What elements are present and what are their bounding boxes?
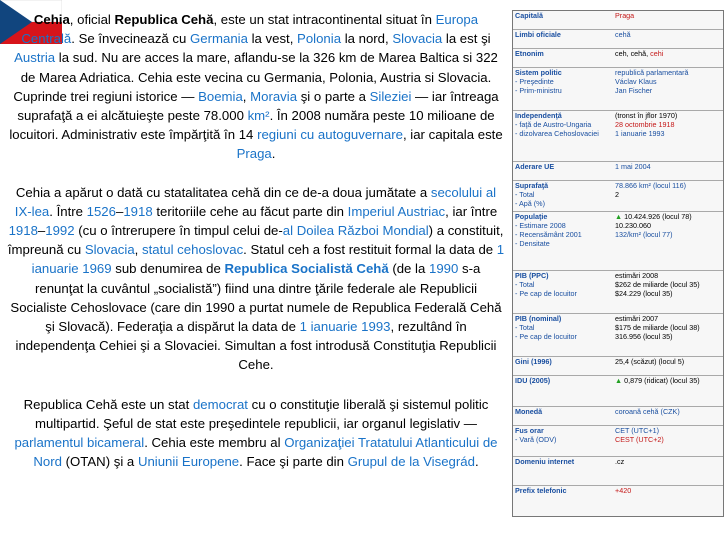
link-secolului-al-ix-lea[interactable]: secolului al IX-lea	[14, 184, 497, 219]
text-run: (cu o întrerupere în timpul celui de-	[74, 223, 283, 239]
infobox-row-pib-ppc	[513, 271, 723, 314]
text-run: . Între	[49, 203, 87, 219]
infobox-sublabel: - Recensământ 2001	[515, 230, 582, 239]
infobox-value-text[interactable]: Jan Fischer	[615, 86, 653, 95]
text-run: s-a renunţat la cuvântul „socialistă”) fiind una dintre ţările federale ale Republicii Socialiste Cehoslovace (care din 1990 a purtat numele de Republica Federală Cehă şi Slovacă). Federaţia a dispărut la data de	[10, 261, 502, 335]
infobox-value	[615, 314, 721, 356]
infobox-row-pib-nominal	[513, 314, 723, 357]
link-al-doilea-razboi-mondial[interactable]: al Doilea Război Mondial	[282, 223, 429, 239]
infobox-sublabel: - Total	[515, 190, 535, 199]
infobox-value	[615, 162, 721, 180]
text-run: . Statul ceh a fost restituit formal la data de	[243, 242, 497, 258]
article-text	[6, 10, 506, 471]
infobox-value	[615, 11, 721, 29]
link-praga[interactable]: Praga	[236, 146, 272, 162]
text-run: , este un stat intracontinental situat în	[213, 12, 436, 27]
infobox-label: Monedă	[515, 407, 543, 416]
infobox-row-capitala	[513, 11, 723, 30]
infobox-value-text: 10.424.926 (locul 78)	[622, 212, 692, 221]
infobox-value-text: ceh, cehă,	[615, 49, 651, 58]
link-polonia[interactable]: Polonia	[297, 31, 342, 47]
infobox-value	[615, 111, 721, 161]
infobox-value-text[interactable]: 1 mai 2004	[615, 162, 651, 171]
text-run: la nord,	[341, 31, 393, 47]
infobox-label: Fus orar - Vară (ODV)	[515, 426, 615, 456]
infobox-row-moneda	[513, 407, 723, 426]
text-run: sub denumirea de	[111, 261, 225, 277]
link-austria[interactable]: Austria	[14, 50, 56, 66]
infobox-label: Limbi oficiale	[515, 30, 561, 39]
up-arrow-icon: ▲	[615, 376, 623, 385]
infobox-row-independenta	[513, 111, 723, 162]
infobox-label: Prefix telefonic	[515, 486, 567, 495]
infobox-label: Populaţie - Estimare 2008 - Recensământ 2001 - Densitate	[515, 212, 615, 270]
link-republica-socialista-ceha[interactable]: Republica Socialistă Cehă	[224, 261, 389, 277]
infobox-label: Gini (1996)	[515, 357, 552, 366]
infobox-value-text: $24.229 (locul 35)	[615, 289, 673, 298]
infobox-row-sistem-politic	[513, 68, 723, 111]
infobox-value-text: .cz	[615, 457, 625, 466]
link-grupul-de-la-visegrad[interactable]: Grupul de la Visegrád	[347, 454, 475, 470]
infobox	[512, 10, 724, 517]
infobox-value-text[interactable]: 78.866 km² (locul 116)	[615, 181, 686, 190]
infobox-sublabel: - Total	[515, 323, 535, 332]
infobox-value-text: $262 de miliarde (locul 35)	[615, 280, 700, 289]
history-paragraph	[6, 183, 506, 375]
link-1-ianuarie-1993[interactable]: 1 ianuarie 1993	[299, 319, 391, 335]
infobox-sublabel: - Densitate	[515, 239, 550, 248]
link-km[interactable]: km²	[247, 108, 270, 124]
infobox-sublabel: - Prim-ministru	[515, 86, 562, 95]
infobox-value	[615, 49, 721, 67]
text-run: Cehia	[33, 12, 70, 27]
text-run: . Cehia este membru al	[144, 435, 285, 451]
infobox-row-limbi-oficiale	[513, 30, 723, 49]
infobox-sublabel: - Pe cap de locuitor	[515, 332, 577, 341]
text-run: . Face şi parte din	[239, 454, 348, 470]
infobox-row-idu-2005	[513, 376, 723, 407]
text-run: , iar între	[445, 203, 498, 219]
infobox-value	[615, 357, 721, 375]
up-arrow-icon: ▲	[615, 212, 623, 221]
infobox-value-text[interactable]: republică parlamentară	[615, 68, 689, 77]
text-run: .	[271, 146, 276, 162]
intro-paragraph	[6, 10, 506, 164]
link-europa-centrala[interactable]: Europa Centrală	[21, 12, 479, 47]
link-1990[interactable]: 1990	[429, 261, 459, 277]
text-run: — iar întreaga suprafaţă a ei alcătuieşte peste 78.000	[17, 88, 499, 124]
text-run: la est şi	[442, 31, 491, 47]
infobox-value	[615, 457, 721, 485]
infobox-label: Etnonim	[515, 49, 544, 58]
infobox-value-text[interactable]: +420	[615, 486, 632, 495]
infobox-value-text: (tronst în jflor 1970)	[615, 111, 678, 120]
text-run: şi o parte a	[297, 88, 370, 104]
infobox-value-text: estimări 2008	[615, 271, 659, 280]
infobox-value-text: $175 de miliarde (locul 38)	[615, 323, 700, 332]
link-sileziei[interactable]: Sileziei	[369, 88, 412, 104]
text-run: ,	[242, 88, 251, 104]
text-run: , oficial	[69, 12, 115, 27]
infobox-label: Capitală	[515, 11, 543, 20]
text-run: , rezultând în independenţa Cehiei şi a Slovaciei. Simultan a fost introdusă Constituţia Republicii Cehe.	[15, 319, 497, 373]
infobox-value	[615, 271, 721, 313]
infobox-value-text: 0,879 (ridicat) (locul 35)	[622, 376, 700, 385]
infobox-row-domeniu-internet	[513, 457, 723, 486]
text-run: Republica Cehă este un stat	[23, 396, 193, 412]
infobox-value	[615, 68, 721, 110]
infobox-value-text[interactable]: CEST (UTC+2)	[615, 435, 664, 444]
link-slovacia[interactable]: Slovacia	[84, 242, 135, 258]
text-run: la vest,	[247, 31, 298, 47]
text-run: –	[37, 223, 46, 239]
text-run: cu o constituţie liberală şi sistemul politic multipartid. Şeful de stat este preşedintele republicii, iar organul legislativ —	[34, 396, 489, 431]
infobox-value-text: 25,4 (scăzut) (locul 5)	[615, 357, 685, 366]
infobox-label: Independenţă - faţă de Austro-Ungaria - dizolvarea Cehoslovaciei	[515, 111, 615, 161]
link-1918[interactable]: 1918	[123, 203, 153, 219]
infobox-row-etnonim	[513, 49, 723, 68]
infobox-label: IDU (2005)	[515, 376, 551, 385]
infobox-value-text[interactable]: 132/km² (locul 77)	[615, 230, 673, 239]
link-1526[interactable]: 1526	[86, 203, 116, 219]
infobox-row-aderare-ue	[513, 162, 723, 181]
link-uniunii-europene[interactable]: Uniunii Europene	[137, 454, 240, 470]
infobox-label: PIB (nominal) - Total - Pe cap de locuitor	[515, 314, 615, 356]
infobox-value	[615, 181, 721, 211]
text-run: . Se învecinează cu	[71, 31, 191, 47]
text-run: (de la	[388, 261, 429, 277]
infobox-sublabel: - Preşedinte	[515, 77, 554, 86]
infobox-label: Aderare UE	[515, 162, 555, 171]
infobox-label: Domeniu internet	[515, 457, 575, 466]
infobox-row-populatie	[513, 212, 723, 271]
infobox-sublabel: - Pe cap de locuitor	[515, 289, 577, 298]
text-run: .	[474, 454, 479, 470]
infobox-sublabel: - Apă (%)	[515, 199, 545, 208]
infobox-sublabel: - Estimare 2008	[515, 221, 566, 230]
link-moravia[interactable]: Moravia	[250, 88, 298, 104]
link-1992[interactable]: 1992	[45, 223, 75, 239]
infobox-value-text[interactable]: coroană cehă (CZK)	[615, 407, 680, 416]
link-slovacia[interactable]: Slovacia	[392, 31, 443, 47]
text-run: Republica Cehă	[114, 12, 214, 27]
infobox-value	[615, 30, 721, 48]
text-run: la sud. Nu are acces la mare, aflandu-se la 326 km de Marea Baltica si 322 de Marea Adriatica. Cehia este vecina cu Germania, Polonia, Austria si Slovacia. Cuprinde trei regiuni istorice —	[13, 50, 498, 104]
infobox-value-text[interactable]: CET (UTC+1)	[615, 426, 659, 435]
infobox-label: Suprafaţă - Total - Apă (%)	[515, 181, 615, 211]
text-run: –	[115, 203, 124, 219]
link-statul-cehoslovac[interactable]: statul cehoslovac	[142, 242, 244, 258]
infobox-value-text: 2	[615, 190, 619, 199]
infobox-label: PIB (PPC) - Total - Pe cap de locuitor	[515, 271, 615, 313]
link-1-ianuarie-1969[interactable]: 1 ianuarie 1969	[31, 242, 505, 277]
infobox-row-fus-orar	[513, 426, 723, 457]
infobox-sublabel: - Total	[515, 280, 535, 289]
infobox-value-text: 10.230.060	[615, 221, 651, 230]
infobox-value	[615, 426, 721, 456]
text-run: , iar capitala este	[402, 127, 503, 143]
infobox-value-text[interactable]: Praga	[615, 11, 635, 20]
text-run: teritoriile cehe au făcut parte din	[152, 203, 348, 219]
politics-paragraph	[6, 395, 506, 472]
link-regiuni-cu-autoguvernare[interactable]: regiuni cu autoguvernare	[257, 127, 403, 143]
infobox-row-gini-1996	[513, 357, 723, 376]
infobox-sublabel: - dizolvarea Cehoslovaciei	[515, 129, 599, 138]
infobox-value	[615, 407, 721, 425]
infobox-sublabel: - Vară (ODV)	[515, 435, 557, 444]
infobox-value-text: estimări 2007	[615, 314, 659, 323]
text-run: ,	[134, 242, 142, 258]
infobox-label: Sistem politic - Preşedinte - Prim-ministru	[515, 68, 615, 110]
link-1918[interactable]: 1918	[8, 223, 38, 239]
infobox-value-text[interactable]: Václav Klaus	[615, 77, 657, 86]
infobox-value-text: 316.956 (locul 35)	[615, 332, 673, 341]
link-germania[interactable]: Germania	[190, 31, 248, 47]
text-run: (OTAN) şi a	[61, 454, 138, 470]
infobox-sublabel: - faţă de Austro-Ungaria	[515, 120, 592, 129]
link-imperiul-austriac[interactable]: Imperiul Austriac	[347, 203, 446, 219]
link-democrat[interactable]: democrat	[192, 396, 248, 412]
infobox-value	[615, 212, 721, 270]
link-parlamentul-bicameral[interactable]: parlamentul bicameral	[14, 435, 145, 451]
infobox-value-text[interactable]: cehă	[615, 30, 631, 39]
infobox-row-prefix-telefonic	[513, 486, 723, 504]
link-boemia[interactable]: Boemia	[198, 88, 243, 104]
link-organizatiei-tratatului-atlanticului-de-nord[interactable]: Organizaţiei Tratatului Atlanticului de Nord	[33, 435, 498, 470]
infobox-value-text[interactable]: 1 ianuarie 1993	[615, 129, 665, 138]
infobox-value-text[interactable]: cehi	[650, 49, 664, 58]
text-run: Cehia a apărut o dată cu statalitatea cehă din ce de-a doua jumătate a	[15, 184, 431, 200]
infobox-value-text[interactable]: 28 octombrie 1918	[615, 120, 675, 129]
text-run: . În 2008 număra peste 10 milioane de locuitori. Administrativ este împărţită în 14	[9, 108, 495, 143]
text-run: ) a constituit, împreună cu	[7, 223, 504, 258]
infobox-value	[615, 376, 721, 406]
infobox-value	[615, 486, 721, 504]
infobox-row-suprafata	[513, 181, 723, 212]
